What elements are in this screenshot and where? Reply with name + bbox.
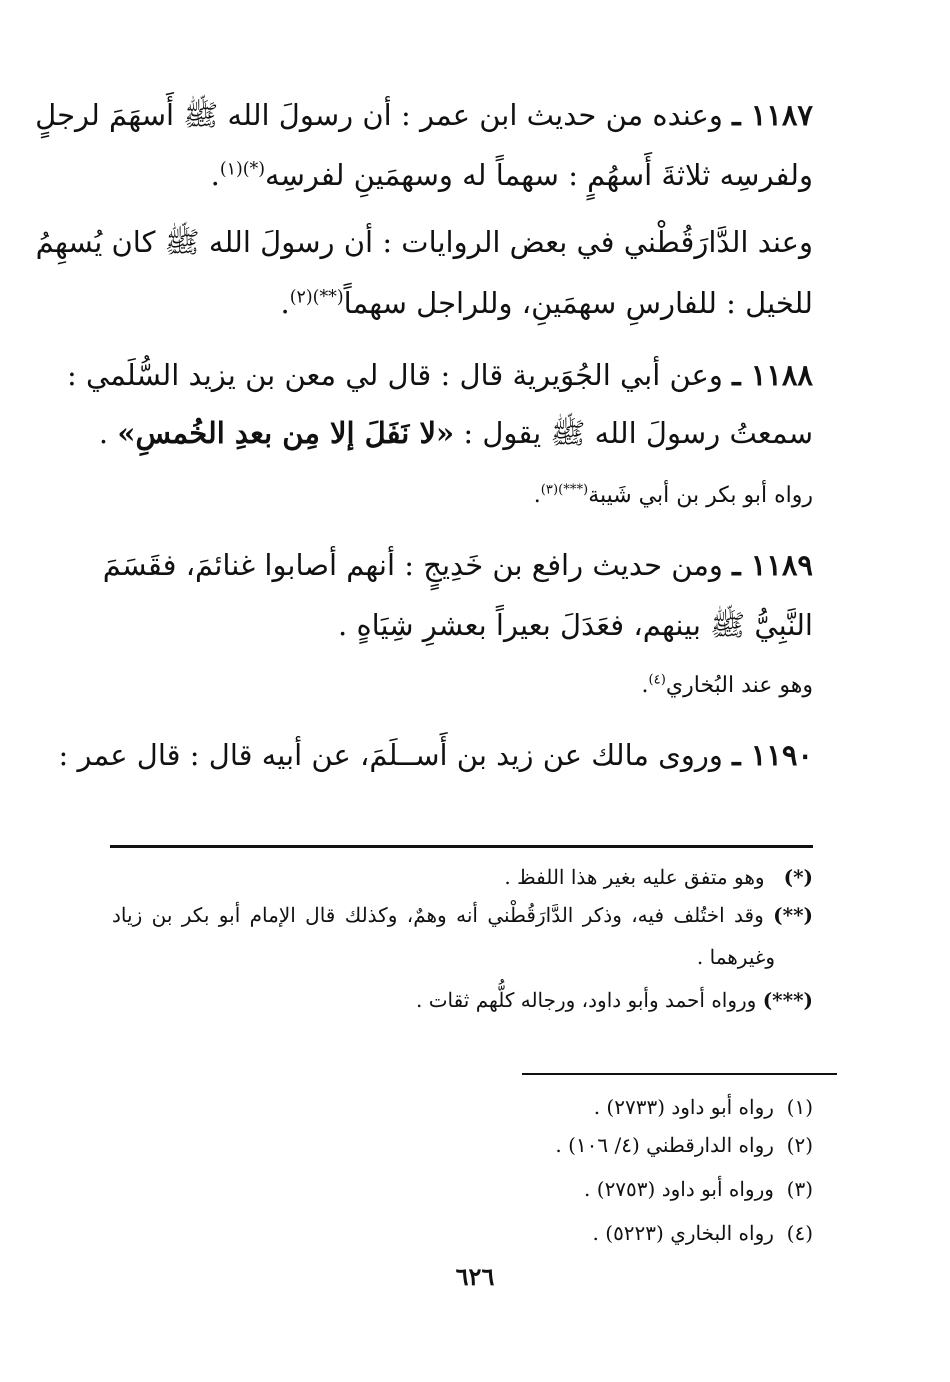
numbered-footnote [112, 1174, 813, 1204]
hadith-text: النَّبِيُّ ﷺ بينهم، فعَدَلَ بعيراً بعشرِ شِيَاهٍ . [338, 608, 813, 642]
footnote-divider [110, 845, 813, 848]
note-mark: (***) [762, 988, 813, 1012]
hadith-text: سمعتُ رسولَ الله ﷺ يقول : [463, 416, 813, 450]
hadith-number: ١١٨٩ ـ [732, 548, 813, 582]
hadith-1189-line-1 [102, 545, 813, 585]
hadith-number: ١١٩٠ ـ [732, 738, 813, 772]
note-mark: (٤) [786, 1221, 813, 1245]
numbered-footnote [112, 1218, 813, 1248]
hadith-1189-source: وهو عند البُخاري$^{(٤)}$. [641, 672, 813, 698]
footnote-ref: (**)(٢) [289, 287, 344, 308]
hadith-1189-line-2 [112, 605, 813, 645]
source-text: رواه أبو بكر بن أبي شَيبة [588, 483, 813, 508]
note-text: رواه الدارقطني (٤/ ١٠٦) . [555, 1133, 774, 1157]
hadith-text: للخيل : للفارسِ سهمَينِ، وللراجل سهماً [343, 286, 813, 320]
numbered-footnote [112, 1130, 813, 1160]
hadith-number: ١١٨٨ ـ [732, 358, 813, 392]
note-text: وغيرهما . [696, 945, 775, 969]
hadith-number: ١١٨٧ ـ [732, 98, 813, 132]
footnote-short-divider [522, 1073, 837, 1075]
note-text: وقد اختُلف فيه، وذكر الدَّارَقُطْني أنه وهمٌ، وكذلك قال الإمام أبو بكر بن زياد [112, 903, 764, 927]
source-text: وهو عند البُخاري [665, 673, 813, 698]
hadith-1187-line-1 [35, 95, 813, 135]
note-mark: (٣) [786, 1177, 813, 1201]
note-text: رواه البخاري (٥٢٢٣) . [592, 1221, 774, 1245]
hadith-text: ومن حديث رافع بن خَدِيجٍ : أنهم أصابوا غنائمَ، فقَسَمَ [102, 548, 723, 582]
hadith-text: وعند الدَّارَقُطْني في بعض الروايات : أن رسولَ الله ﷺ كان يُسهِمُ [35, 225, 813, 259]
page-number: ٦٢٦ [455, 1262, 495, 1291]
star-note [112, 985, 813, 1015]
star-note [112, 900, 813, 930]
star-note [112, 862, 813, 892]
note-text: ورواه أحمد وأبو داود، ورجاله كلُّهم ثقات . [416, 988, 757, 1012]
note-text: ورواه أبو داود (٢٧٥٣) . [584, 1177, 774, 1201]
hadith-text: وعنده من حديث ابن عمر : أن رسولَ الله ﷺ أَسهَمَ لرجلٍ [35, 98, 723, 132]
hadith-text: وعن أبي الجُوَيرية قال : قال لي معن بن يزيد السُّلَمي : [67, 358, 723, 392]
hadith-1188-line-2: سمعتُ رسولَ الله ﷺ يقول : «لا نَفَلَ إلا مِن بعدِ الخُمسِ» . [98, 416, 813, 450]
note-mark: (*) [783, 865, 813, 889]
star-note-continuation [112, 942, 775, 972]
note-text: رواه أبو داود (٢٧٣٣) . [593, 1095, 774, 1119]
footnote-ref: (*)(١) [219, 159, 266, 180]
numbered-footnote [112, 1092, 813, 1122]
hadith-1190-line-1 [58, 735, 813, 775]
hadith-1188-line-1 [67, 355, 813, 395]
note-text: وهو متفق عليه بغير هذا اللفظ . [504, 865, 765, 889]
hadith-text: ولفرسِه ثلاثةَ أَسهُمٍ : سهماً له وسهمَينِ لفرسِه [265, 158, 813, 192]
note-mark: (٢) [786, 1133, 813, 1157]
footnote-ref: (***)(٣) [540, 482, 589, 498]
footnote-ref: (٤) [648, 672, 666, 688]
hadith-1188-source: رواه أبو بكر بن أبي شَيبة$^{(***)(٣)}$. [533, 482, 813, 508]
note-mark: (**) [773, 903, 813, 927]
hadith-1187-line-2: ولفرسِه ثلاثةَ أَسهُمٍ : سهماً له وسهمَينِ لفرسِه$^{(*)(١)}$. [210, 158, 813, 192]
hadith-quote: «لا نَفَلَ إلا مِن بعدِ الخُمسِ» [117, 416, 455, 450]
hadith-text: وروى مالك عن زيد بن أَســلَمَ، عن أبيه قال : قال عمر : [58, 738, 723, 772]
hadith-1187-line-4: للخيل : للفارسِ سهمَينِ، وللراجل سهماً$^{(**)(٢)}$. [280, 286, 813, 320]
hadith-1187-line-3 [35, 222, 813, 262]
note-mark: (١) [786, 1095, 813, 1119]
